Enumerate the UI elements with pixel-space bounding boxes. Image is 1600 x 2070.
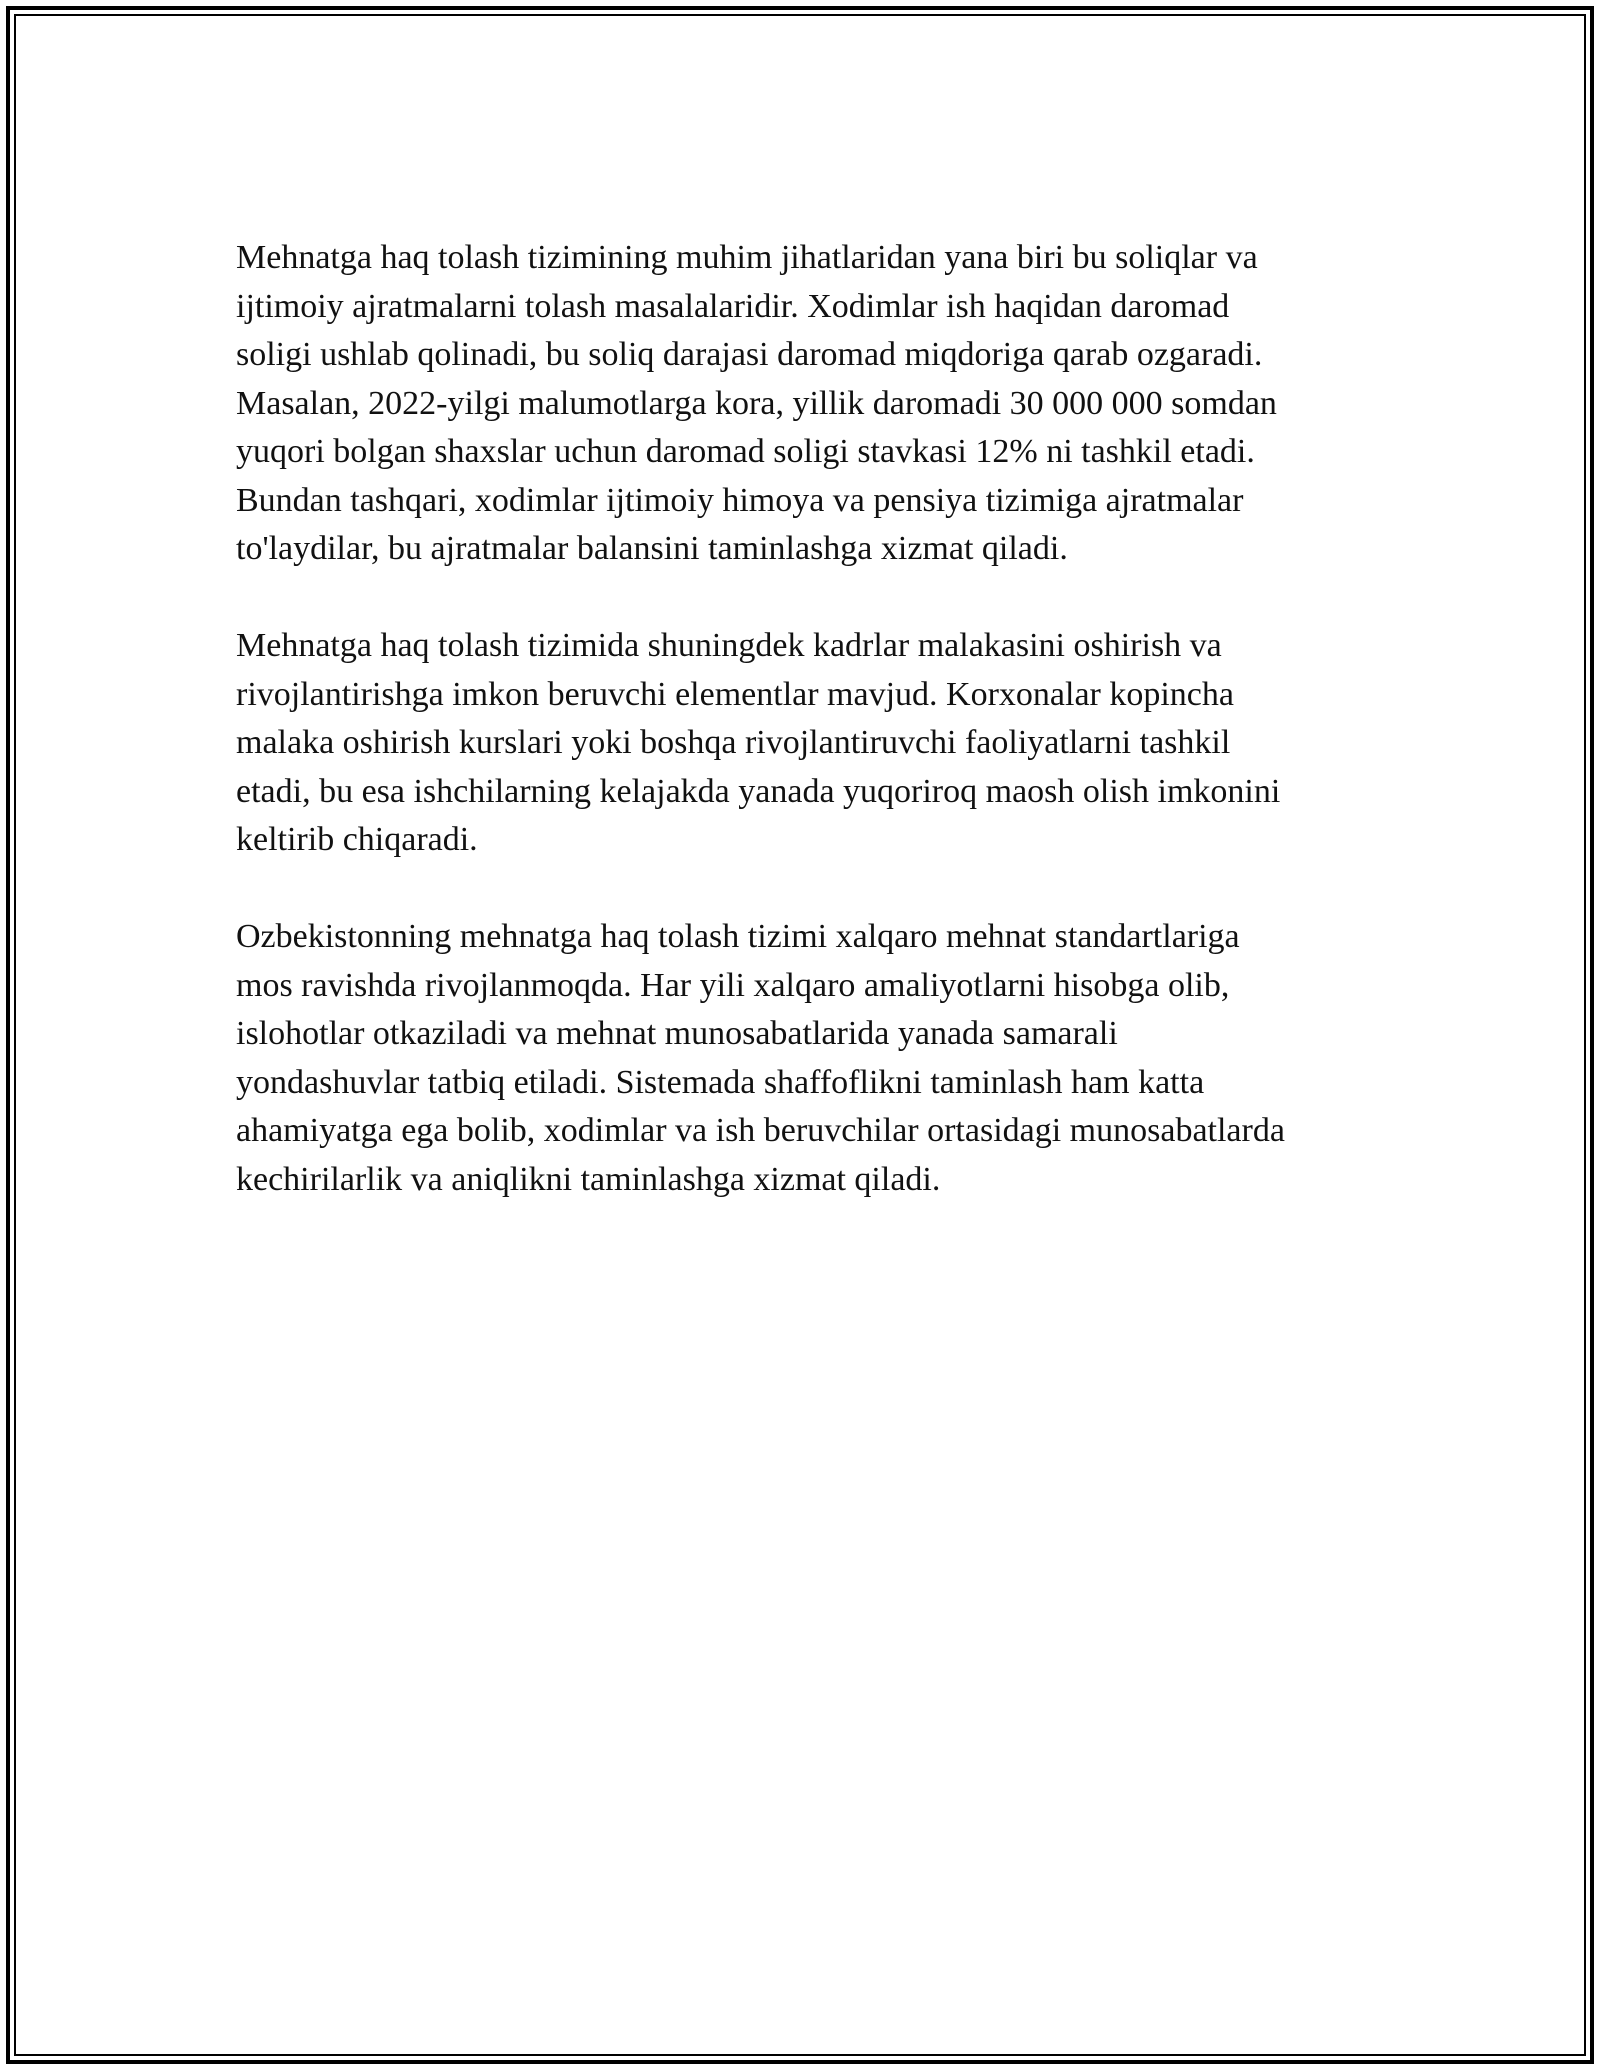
paragraph-spacer	[236, 574, 1396, 623]
paragraph-2	[236, 622, 1396, 865]
text-line: keltirib chiqaradi.	[236, 821, 478, 858]
text-line: soligi ushlab qolinadi, bu soliq darajasi daromad miqdoriga qarab ozgaradi.	[236, 336, 1263, 373]
text-line: to'laydilar, bu ajratmalar balansini taminlashga xizmat qiladi.	[236, 530, 1068, 567]
text-line: rivojlantirishga imkon beruvchi elementlar mavjud. Korxonalar kopincha	[236, 675, 1234, 713]
text-line: yuqori bolgan shaxslar uchun daromad soligi stavkasi 12% ni tashkil etadi.	[236, 433, 1255, 470]
text-line: ahamiyatga ega bolib, xodimlar va ish beruvchilar ortasidagi munosabatlarda	[236, 1112, 1285, 1149]
paragraph-spacer	[236, 865, 1396, 914]
document-body	[236, 234, 1396, 1204]
text-line: Masalan, 2022-yilgi malumotlarga kora, yillik daromadi 30 000 000 somdan	[236, 384, 1277, 422]
text-line: Ozbekistonning mehnatga haq tolash tizimi xalqaro mehnat standartlariga	[236, 918, 1240, 955]
text-line: islohotlar otkaziladi va mehnat munosabatlarida yanada samarali	[236, 1015, 1118, 1052]
text-line: kechirilarlik va aniqlikni taminlashga xizmat qiladi.	[236, 1160, 941, 1198]
text-line: Mehnatga haq tolash tizimining muhim jihatlaridan yana biri bu soliqlar va	[236, 239, 1258, 276]
text-line: malaka oshirish kurslari yoki boshqa rivojlantiruvchi faoliyatlarni tashkil	[236, 724, 1231, 761]
text-line: ijtimoiy ajratmalarni tolash masalalaridir. Xodimlar ish haqidan daromad	[236, 287, 1230, 325]
text-line: Bundan tashqari, xodimlar ijtimoiy himoya va pensiya tizimiga ajratmalar	[236, 481, 1244, 519]
paragraph-3	[236, 913, 1396, 1204]
text-line: yondashuvlar tatbiq etiladi. Sistemada shaffoflikni taminlash ham katta	[236, 1063, 1205, 1101]
text-line: mos ravishda rivojlanmoqda. Har yili xalqaro amaliyotlarni hisobga olib,	[236, 966, 1230, 1004]
text-line: Mehnatga haq tolash tizimida shuningdek kadrlar malakasini oshirish va	[236, 627, 1222, 664]
text-line: etadi, bu esa ishchilarning kelajakda yanada yuqoriroq maosh olish imkonini	[236, 772, 1281, 810]
paragraph-1	[236, 234, 1396, 574]
